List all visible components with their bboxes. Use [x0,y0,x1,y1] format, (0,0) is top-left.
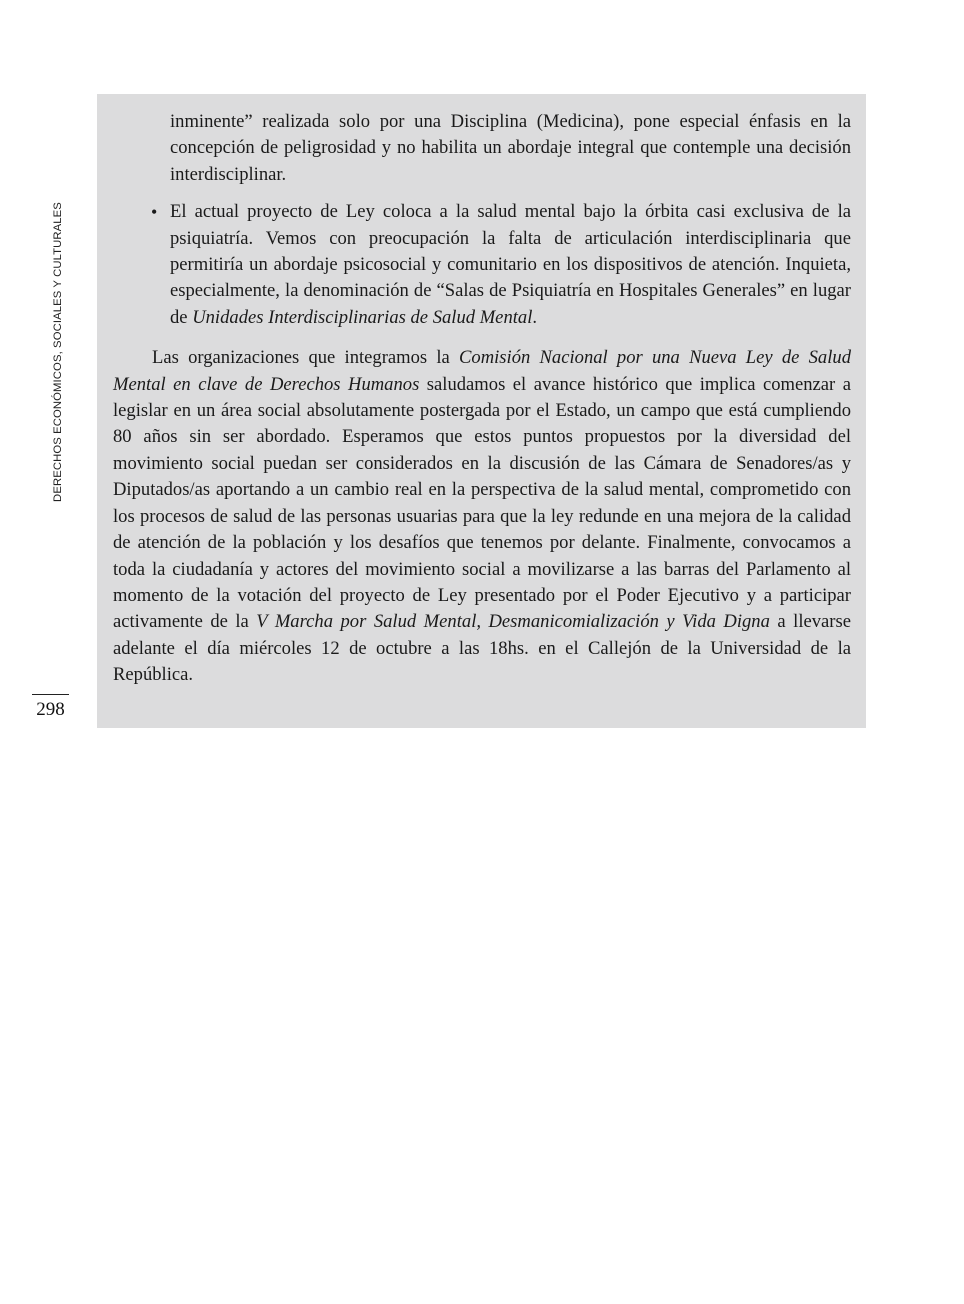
bullet-end: . [532,306,538,328]
list-item [151,199,851,331]
march-name: V Marcha por Salud Mental, Desmanicomialización y Vida Digna [256,611,770,633]
paragraph-text-2: saludamos el avance histórico que implica comenzar a legislar en un área social absolutamente postergada por el Estado, un campo que está cumpliendo 80 años sin ser abordado. Esperamos que estos puntos propuestos por la diversidad del movimiento social puedan ser considerados en la discusión de las Cámara de Senadores/as y Diputados/as aportando a un cambio real en la perspectiva de la salud mental, comprometido con los procesos de salud de las personas usuarias para que la ley redunde en una mejora de la calidad de atención de la población y los desafíos que tenemos por delante. Finalmente, convocamos a toda la ciudadanía y actores del movimiento social a movilizarse a las barras del Parlamento al momento de la votación del proyecto de Ley presentado por el Poder Ejecutivo y a participar activamente de la [113,373,851,633]
bullet-list [113,199,851,331]
page-number-rule [32,694,69,695]
running-title: DERECHOS ECONÓMICOS, SOCIALES Y CULTURALES [52,202,64,502]
box-content [113,109,851,689]
continuation-text: inminente” realizada solo por una Disciplina (Medicina), pone especial énfasis en la concepción de peligrosidad y no habilita un abordaje integral que contemple una decisión interdisciplinar. [170,111,851,185]
bullet-italic-text: Unidades Interdisciplinarias de Salud Mental [192,306,533,328]
closing-paragraph [113,345,851,688]
paragraph-text-3: a llevarse adelante el día miércoles 12 de octubre a las 18hs. en el Callejón de la Universidad de la República. [113,611,851,686]
bullet-text: El actual proyecto de Ley coloca a la salud mental bajo la órbita casi exclusiva de la psiquiatría. Vemos con preocupación la falta de articulación interdisciplinaria que permitiría un abordaje psicosocial y comunitario en los dispositivos de atención. Inquieta, especialmente, la denominación de “Salas de Psiquiatría en Hospitales Generales” en lugar de [170,201,851,328]
page-number: 298 [36,699,65,720]
bullet-icon: • [151,202,158,223]
commission-name: Comisión Nacional por una Nueva Ley de Salud Mental en clave de Derechos Humanos [113,347,851,395]
paragraph-text-1: Las organizaciones que integramos la [152,347,460,369]
